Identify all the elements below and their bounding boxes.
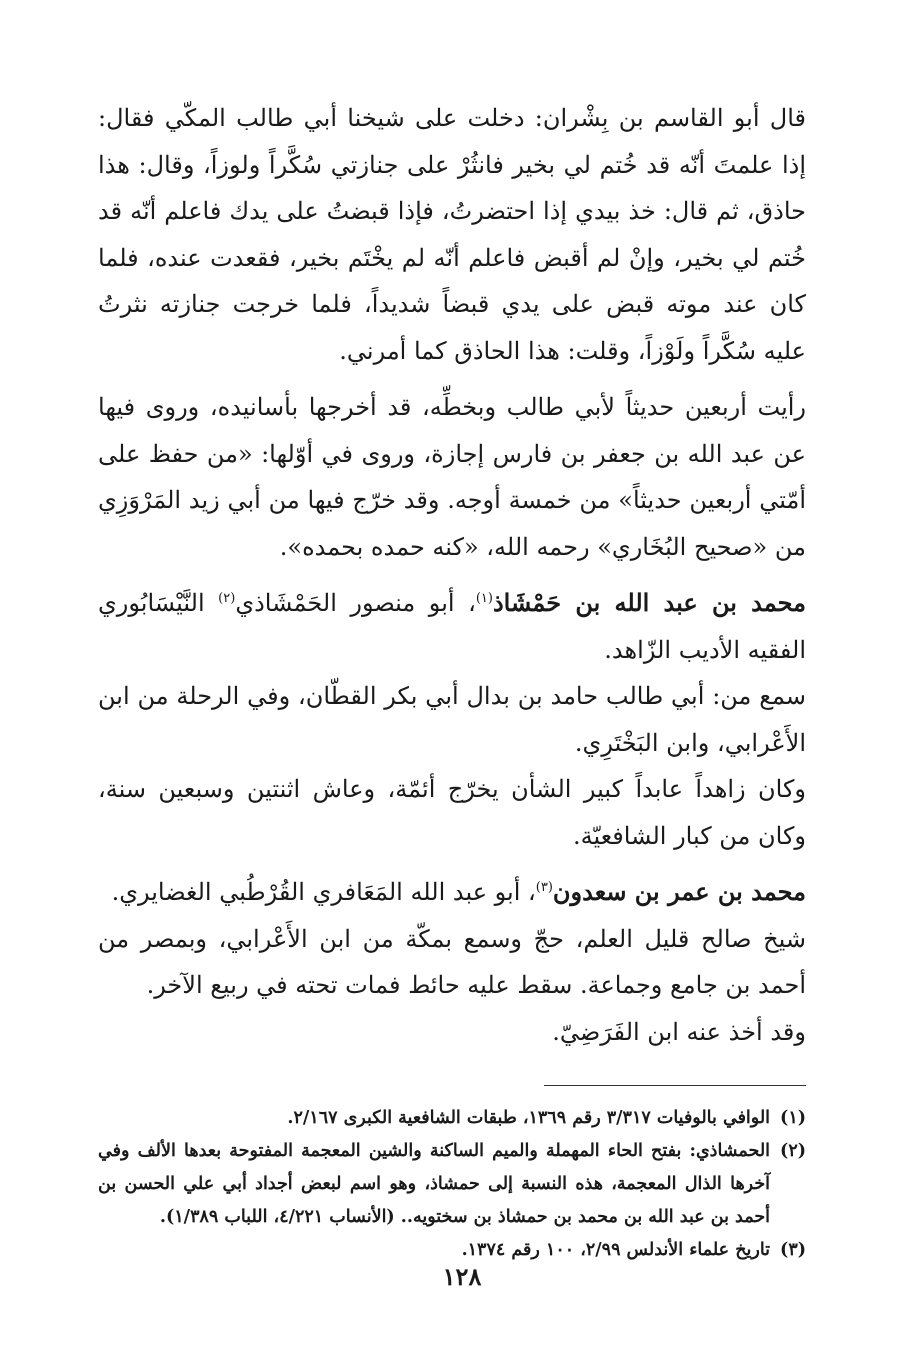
paragraph-ascetic: وكان زاهداً عابداً كبير الشأن يخرّج أئمّة، وعاش اثنتين وسبعين سنة، وكان من كبار الشافعيّة. [98,775,806,850]
page-number: ١٢٨ [442,1262,482,1291]
paragraph-bishran-anecdote: قال أبو القاسم بن بِشْران: دخلت على شيخنا أبي طالب المكّي فقال: إذا علمتَ أنّه قد خُتم لي بخير فانثُرْ على جنازتي سُكَّراً ولوزاً، وقال: هذا حاذق، ثم قال: خذ بيدي إذا احتضرتُ، فإذا قبضتُ على يدك فاعلم أنّه قد خُتم لي بخير، وإنْ لم أقبض فاعلم أنّه لم يخْتَم بخير، فقعدت عنده، فلما كان عند موته قبض على يدي قبضاً شديداً، فلما خرجت جنازته نثرتُ عليه سُكَّراً ولَوْزاً، وقلت: هذا الحاذق كما أمرني. [98,104,806,365]
footnote-1 [98,1102,806,1135]
paragraph-ibn-faradi: وقد أخذ عنه ابن الفَرَضِيّ. [552,1017,806,1046]
footnote-ref-2: (٢) [218,591,236,606]
footnote-text: الوافي بالوفيات ٣/٣١٧ رقم ١٣٦٩، طبقات الشافعية الكبرى ٢/١٦٧. [287,1108,771,1128]
entry-description-saadun: ، أبو عبد الله المَعَافري القُرْطُبي الغضايري. [111,878,536,906]
paragraph-teachers: سمع من: أبي طالب حامد بن بدال أبي بكر القطّان، وفي الرحلة من ابن الأَعْرابي، وابن البَخْتَرِي. [98,682,806,757]
entry-description-hamshadhi: النَّيْسَابُوري الفقيه الأديب الزّاهد. [98,589,806,664]
entry-name-hamshadhi: محمد بن عبد الله بن حَمْشَاذ [492,588,806,617]
footnote-number: (٣) [780,1240,806,1260]
entry-kunya-hamshadhi: ، أبو منصور الحَمْشَاذي [235,589,476,617]
entry-name-saadun: محمد بن عمر بن سعدون [552,877,806,906]
footnote-ref-1: (١) [475,591,493,606]
footnote-ref-3: (٣) [535,880,553,895]
biography-heading-hamshadhi [98,580,806,673]
footnote-2 [98,1135,806,1234]
footnote-text: تاريخ علماء الأندلس ٢/٩٩، ١٠٠ رقم ١٣٧٤. [461,1240,771,1260]
paragraph-pilgrimage: شيخ صالح قليل العلم، حجّ وسمع بمكّة من ابن الأَعْرابي، وبمصر من أحمد بن جامع وجماعة. سقط عليه حائط فمات تحته في ربيع الآخر. [98,924,806,999]
footnote-separator [544,1085,806,1086]
footnotes [98,1102,806,1267]
footnote-text: الحمشاذي: بفتح الحاء المهملة والميم الساكنة والشين المعجمة المفتوحة بعدها الألف وفي آخرها الذال المعجمة، هذه النسبة إلى حمشاذ، وهو اسم لبعض أجداد أبي علي الحسن بن أحمد بن عبد الله بن محمد بن حمشاذ بن سختويه.. (الأنساب ٤/٢٢١، اللباب ١/٣٨٩). [98,1141,771,1227]
footnote-number: (٢) [780,1141,806,1161]
paragraph-forty-hadith: رأيت أربعين حديثاً لأبي طالب وبخطِّه، قد أخرجها بأسانيده، وروى فيها عن عبد الله بن جعفر بن فارس إجازة، وروى في أوّلها: «من حفظ على أمّتي أربعين حديثاً» من خمسة أوجه. وقد خرّج فيها من أبي زيد المَرْوَزِي من «صحيح البُخَاري» رحمه الله، «كنه حمده بحمده». [98,393,806,561]
biography-heading-saadun [98,869,806,916]
footnote-number: (١) [780,1108,806,1128]
main-text [98,95,806,1055]
